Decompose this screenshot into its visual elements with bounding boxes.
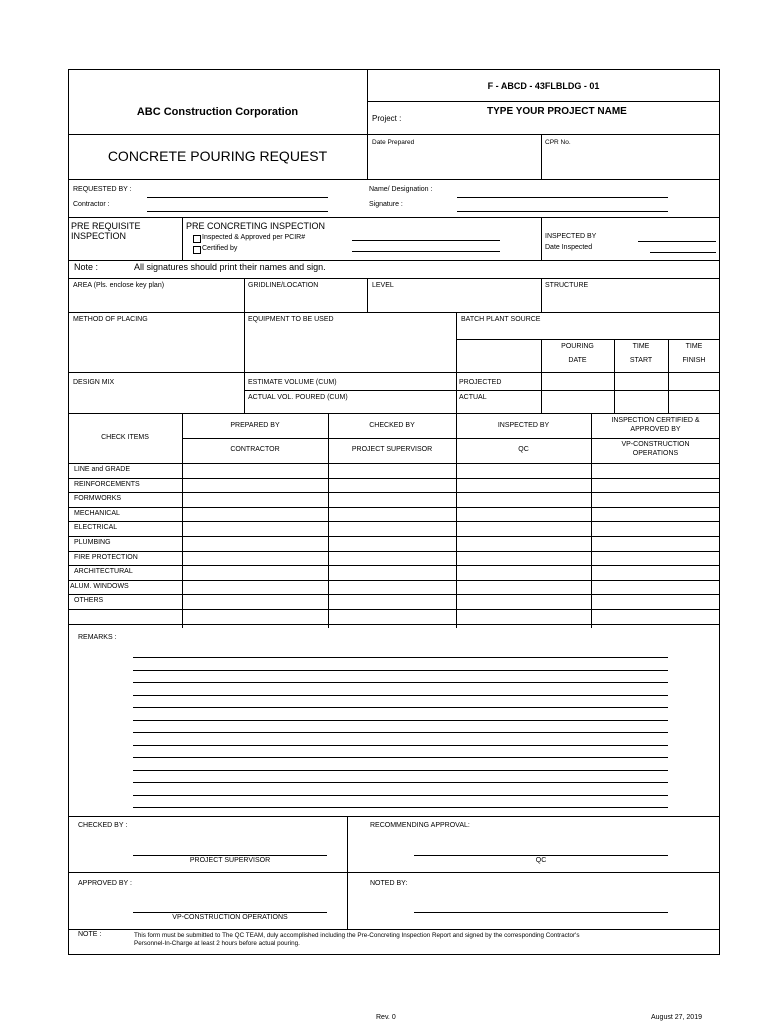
check-item-label: REINFORCEMENTS xyxy=(74,481,140,488)
divider xyxy=(68,372,720,373)
table-row-divider xyxy=(68,565,720,566)
divider xyxy=(68,463,720,464)
equipment-label: EQUIPMENT TO BE USED xyxy=(248,316,334,323)
pre-concreting-label: PRE CONCRETING INSPECTION xyxy=(186,221,326,231)
company-name: ABC Construction Corporation xyxy=(136,106,299,118)
estimate-volume-label: ESTIMATE VOLUME (CUM) xyxy=(248,379,337,386)
divider xyxy=(68,179,720,180)
requested-by-label: REQUESTED BY : xyxy=(73,186,132,193)
date-prepared-label: Date Prepared xyxy=(372,139,415,146)
method-label: METHOD OF PLACING xyxy=(73,316,148,323)
remarks-line[interactable] xyxy=(133,732,668,733)
form-code: F - ABCD - 43FLBLDG - 01 xyxy=(487,81,600,91)
certified-header-2: APPROVED BY xyxy=(630,426,681,433)
remarks-line[interactable] xyxy=(133,745,668,746)
qc-caption: QC xyxy=(535,857,547,864)
divider xyxy=(367,278,368,312)
table-row-divider xyxy=(68,551,720,552)
check-item-label: ARCHITECTURAL xyxy=(74,568,133,575)
divider xyxy=(614,339,615,414)
pcir-field[interactable] xyxy=(352,240,500,241)
table-row-divider xyxy=(68,507,720,508)
pouring-label: POURING xyxy=(561,343,594,350)
noted-by-label: NOTED BY: xyxy=(370,880,408,887)
remarks-line[interactable] xyxy=(133,657,668,658)
certified-by-field[interactable] xyxy=(352,251,500,252)
start-label: START xyxy=(629,357,653,364)
table-row-divider xyxy=(68,594,720,595)
check-item-label: MECHANICAL xyxy=(74,510,120,517)
divider xyxy=(456,312,457,414)
footer-note-line-2: Personnel-In-Charge at least 2 hours before actual pouring. xyxy=(134,940,300,947)
divider xyxy=(541,278,542,312)
pcir-checkbox[interactable] xyxy=(193,235,201,243)
date-label: DATE xyxy=(568,357,587,364)
noted-by-signature[interactable] xyxy=(414,912,668,913)
project-supervisor-caption: PROJECT SUPERVISOR xyxy=(189,857,271,864)
approved-by-label: APPROVED BY : xyxy=(78,880,132,887)
divider xyxy=(182,438,720,439)
time-finish-label: TIME xyxy=(685,343,703,350)
divider xyxy=(541,134,542,179)
note-text: All signatures should print their names and sign. xyxy=(134,262,326,272)
finish-label: FINISH xyxy=(682,357,706,364)
qc-header: QC xyxy=(518,446,529,453)
remarks-line[interactable] xyxy=(133,720,668,721)
level-label: LEVEL xyxy=(372,282,394,289)
checked-by-header: CHECKED BY xyxy=(369,422,415,429)
cpr-label: CPR No. xyxy=(545,139,571,146)
footer-note-line-1: This form must be submitted to The QC TEAM, duly accomplished including the Pre-Concreting Inspection Report and signed by the corresponding Contractor's xyxy=(134,932,580,939)
name-designation-label: Name/ Designation : xyxy=(369,186,433,193)
table-row-divider xyxy=(68,624,720,625)
requested-by-field[interactable] xyxy=(147,197,328,198)
divider xyxy=(668,339,669,414)
signature-field[interactable] xyxy=(457,211,668,212)
remarks-line[interactable] xyxy=(133,707,668,708)
divider xyxy=(182,217,183,260)
date-inspected-label: Date Inspected xyxy=(545,244,593,251)
divider xyxy=(68,260,720,261)
inspected-by-label: INSPECTED BY xyxy=(545,233,597,240)
revision-date: August 27, 2019 xyxy=(651,1014,702,1021)
table-row-divider xyxy=(68,492,720,493)
actual-label: ACTUAL xyxy=(459,394,487,401)
check-item-label: ALUM. WINDOWS xyxy=(70,583,129,590)
divider xyxy=(367,134,368,179)
inspected-by-header: INSPECTED BY xyxy=(497,422,550,429)
remarks-line[interactable] xyxy=(133,770,668,771)
remarks-line[interactable] xyxy=(133,757,668,758)
project-supervisor-signature[interactable] xyxy=(133,855,327,856)
prereq-title: PRE REQUISITE xyxy=(71,221,141,231)
check-item-label: PLUMBING xyxy=(74,539,111,546)
area-label: AREA (Pls. enclose key plan) xyxy=(73,282,165,289)
vp-header-2: OPERATIONS xyxy=(632,450,679,457)
structure-label: STRUCTURE xyxy=(545,282,589,289)
divider xyxy=(541,217,542,260)
design-mix-label: DESIGN MIX xyxy=(73,379,115,386)
certified-option-label: Certified by xyxy=(202,245,238,252)
note-label: Note : xyxy=(74,262,99,272)
certified-checkbox[interactable] xyxy=(193,246,201,254)
remarks-line[interactable] xyxy=(133,682,668,683)
divider xyxy=(347,816,348,930)
recommending-label: RECOMMENDING APPROVAL: xyxy=(370,822,470,829)
vp-caption: VP-CONSTRUCTION OPERATIONS xyxy=(172,914,288,921)
name-designation-field[interactable] xyxy=(457,197,668,198)
project-name[interactable]: TYPE YOUR PROJECT NAME xyxy=(487,106,627,117)
divider xyxy=(244,312,245,414)
divider xyxy=(244,278,245,312)
signature-label: Signature : xyxy=(369,201,403,208)
checked-by-label: CHECKED BY : xyxy=(78,822,128,829)
check-item-label: FIRE PROTECTION xyxy=(74,554,138,561)
projected-label: PROJECTED xyxy=(459,379,502,386)
pcir-option-label: Inspected & Approved per PCIR# xyxy=(202,234,306,241)
actual-volume-label: ACTUAL VOL. POURED (CUM) xyxy=(248,394,348,401)
divider xyxy=(68,816,720,817)
divider xyxy=(541,339,542,414)
contractor-header: CONTRACTOR xyxy=(230,446,280,453)
check-item-label: LINE and GRADE xyxy=(74,466,131,473)
date-inspected-field[interactable] xyxy=(650,252,716,253)
remarks-line[interactable] xyxy=(133,782,668,783)
prepared-by-header: PREPARED BY xyxy=(230,422,280,429)
remarks-line[interactable] xyxy=(133,670,668,671)
prereq-title-2: INSPECTION xyxy=(71,231,127,241)
remarks-line[interactable] xyxy=(133,695,668,696)
table-row-divider xyxy=(68,478,720,479)
footer-note-label: NOTE : xyxy=(78,931,102,938)
table-row-divider xyxy=(68,609,720,610)
project-supervisor-header: PROJECT SUPERVISOR xyxy=(351,446,433,453)
time-start-label: TIME xyxy=(632,343,650,350)
vp-header: VP-CONSTRUCTION xyxy=(621,441,690,448)
divider xyxy=(68,872,720,873)
contractor-label: Contractor : xyxy=(73,201,110,208)
check-item-label: ELECTRICAL xyxy=(74,524,118,531)
check-item-label: FORMWORKS xyxy=(74,495,122,502)
divider xyxy=(456,339,720,340)
gridline-label: GRIDLINE/LOCATION xyxy=(248,282,319,289)
page-title: CONCRETE POURING REQUEST xyxy=(107,148,328,164)
divider xyxy=(68,134,720,135)
table-row-divider xyxy=(68,580,720,581)
table-row-divider xyxy=(68,536,720,537)
divider xyxy=(68,217,720,218)
check-items-header: CHECK ITEMS xyxy=(101,434,149,441)
project-label: Project : xyxy=(372,114,402,123)
remarks-label: REMARKS : xyxy=(78,634,117,641)
remarks-line[interactable] xyxy=(133,807,668,808)
revision: Rev. 0 xyxy=(376,1014,396,1021)
divider xyxy=(68,278,720,279)
contractor-field[interactable] xyxy=(147,211,328,212)
divider xyxy=(367,101,720,102)
check-item-label: OTHERS xyxy=(74,597,104,604)
remarks-line[interactable] xyxy=(133,795,668,796)
inspected-by-field[interactable] xyxy=(638,241,716,242)
divider xyxy=(244,390,720,391)
qc-signature[interactable] xyxy=(414,855,668,856)
divider xyxy=(68,929,720,930)
table-row-divider xyxy=(68,521,720,522)
divider xyxy=(68,413,720,414)
vp-signature[interactable] xyxy=(133,912,327,913)
divider xyxy=(68,312,720,313)
batch-plant-label: BATCH PLANT SOURCE xyxy=(461,316,541,323)
certified-header: INSPECTION CERTIFIED & xyxy=(611,417,700,424)
